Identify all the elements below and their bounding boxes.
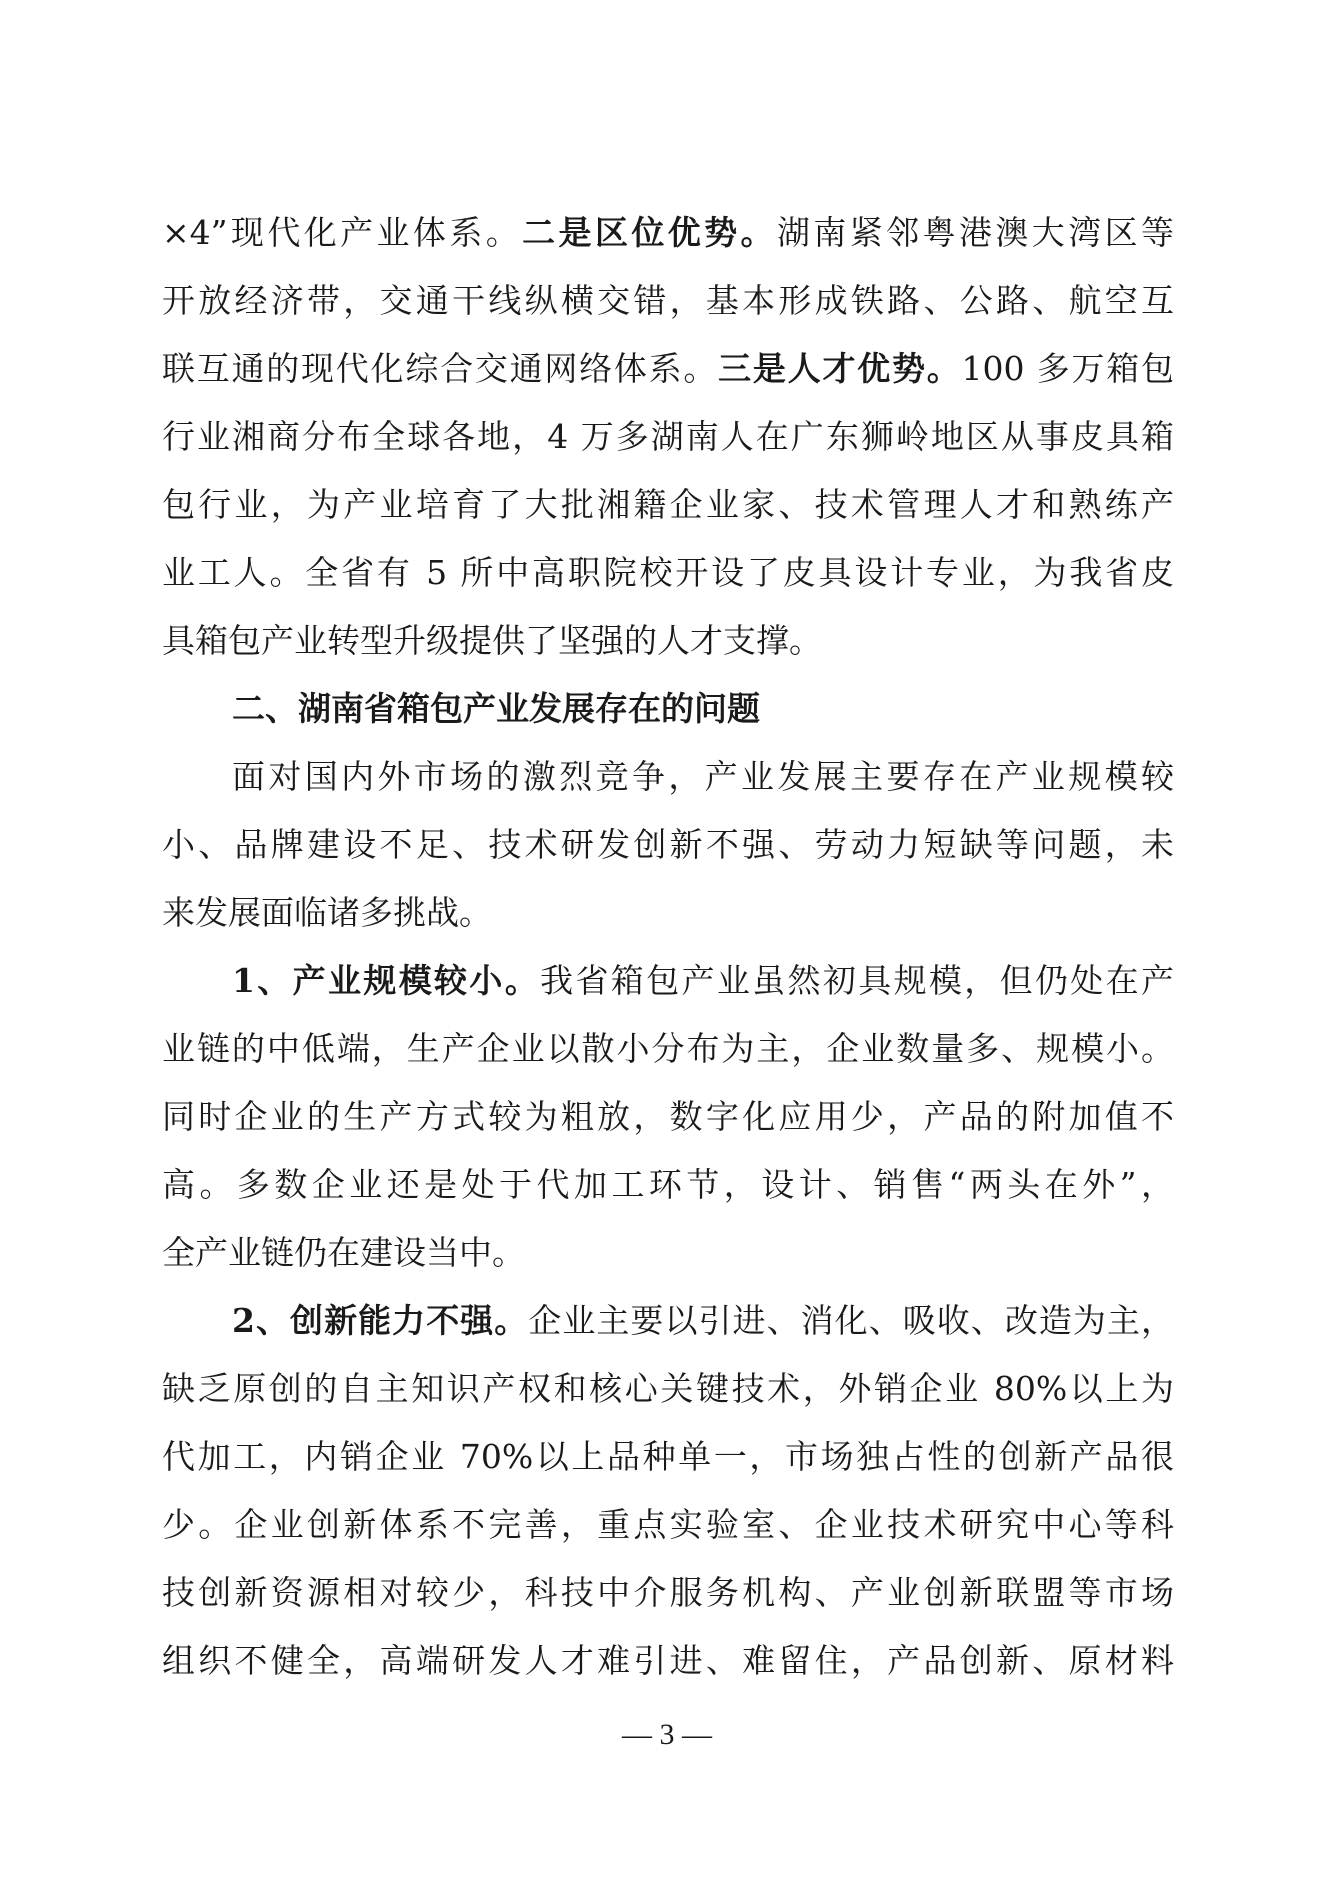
text-line: 代加工，内销企业 70%以上品种单一，市场独占性的创新产品很 [162,1437,1174,1476]
text-line: 全产业链仍在建设当中。 [162,1233,525,1272]
text-line [162,344,1174,394]
text-line: 少。企业创新体系不完善，重点实验室、企业技术研究中心等科 [162,1505,1174,1544]
text-line: 同时企业的生产方式较为粗放，数字化应用少，产品的附加值不 [162,1097,1174,1136]
text-line: 行业湘商分布全球各地，4 万多湖南人在广东狮岭地区从事皮具箱 [162,417,1174,456]
text-line [232,956,1174,1006]
text-line: 来发展面临诸多挑战。 [162,893,492,932]
bold-heading-talent-advantage: 三是人才优势。 [718,349,962,388]
page-number: — 3 — [622,1718,712,1751]
text-line: 具箱包产业转型升级提供了坚强的人才支撑。 [162,621,822,660]
text-line: 高。多数企业还是处于代加工环节，设计、销售“两头在外”， [162,1165,1174,1204]
text-span: 联互通的现代化综合交通网络体系。 [162,349,719,388]
text-line [162,208,1174,258]
text-span: ×4”现代化产业体系。 [162,213,523,252]
text-line: 业工人。全省有 5 所中高职院校开设了皮具设计专业，为我省皮 [162,553,1174,592]
text-line [232,1296,1174,1346]
text-line: 包行业，为产业培育了大批湘籍企业家、技术管理人才和熟练产 [162,485,1174,524]
text-line: 面对国内外市场的激烈竞争，产业发展主要存在产业规模较 [232,757,1174,796]
text-line: 组织不健全，高端研发人才难引进、难留住，产品创新、原材料 [162,1641,1174,1680]
item-1-title: 1、产业规模较小。 [232,961,541,1000]
text-span: 100 多万箱包 [961,349,1174,388]
text-span: 企业主要以引进、消化、吸收、改造为主， [528,1301,1174,1340]
text-line: 技创新资源相对较少，科技中介服务机构、产业创新联盟等市场 [162,1573,1174,1612]
text-line: 开放经济带，交通干线纵横交错，基本形成铁路、公路、航空互 [162,281,1174,320]
item-2-title: 2、创新能力不强。 [232,1301,529,1340]
section-heading: 二、湖南省箱包产业发展存在的问题 [232,689,760,728]
text-line: 缺乏原创的自主知识产权和核心关键技术，外销企业 80%以上为 [162,1369,1174,1408]
text-span: 湖南紧邻粤港澳大湾区等 [776,213,1174,252]
bold-heading-location-advantage: 二是区位优势。 [522,213,777,252]
text-line: 业链的中低端，生产企业以散小分布为主，企业数量多、规模小。 [162,1029,1174,1068]
text-span: 我省箱包产业虽然初具规模，但仍处在产 [540,961,1174,1000]
text-line: 小、品牌建设不足、技术研发创新不强、劳动力短缺等问题，未 [162,825,1174,864]
